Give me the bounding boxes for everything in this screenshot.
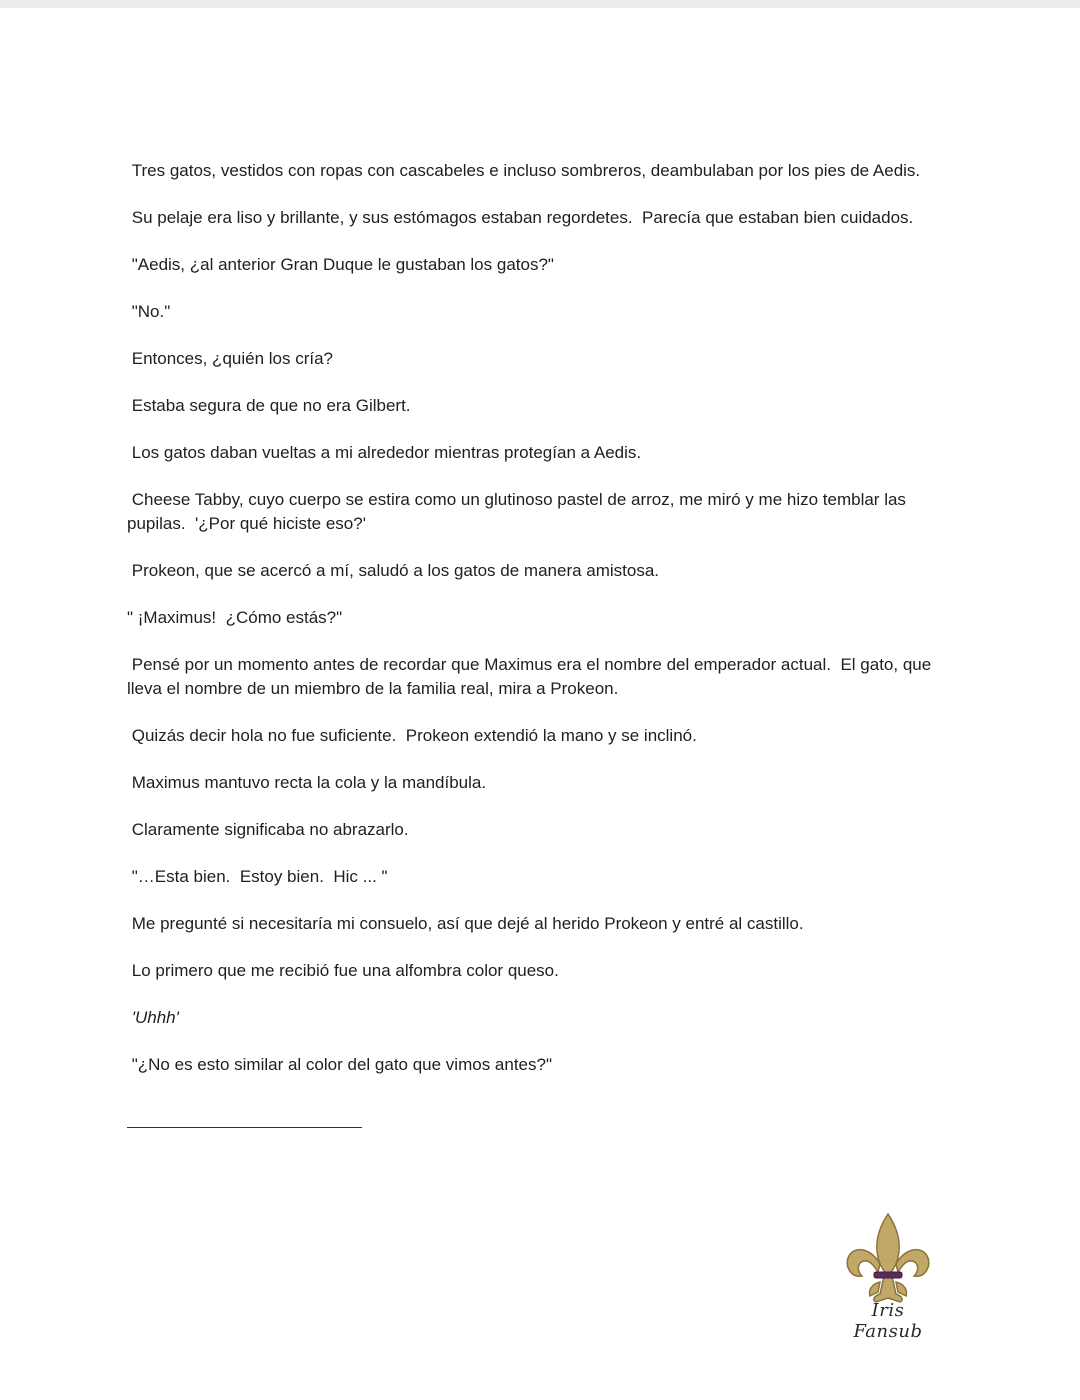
paragraph: Cheese Tabby, cuyo cuerpo se estira como un glutinoso pastel de arroz, me miró y me hizo temblar las pupilas. '¿Por qué hiciste eso?'	[127, 490, 911, 533]
paragraph: Tres gatos, vestidos con ropas con cascabeles e incluso sombreros, deambulaban por los pies de Aedis.	[127, 161, 921, 180]
paragraph: "No."	[127, 302, 171, 321]
paragraph: Maximus mantuvo recta la cola y la mandíbula.	[127, 773, 487, 792]
paragraph: "…Esta bien. Estoy bien. Hic ... "	[127, 867, 388, 886]
paragraph: Quizás decir hola no fue suficiente. Prokeon extendió la mano y se inclinó.	[127, 726, 697, 745]
paragraph: 'Uhhh'	[127, 1008, 179, 1027]
paragraph: Estaba segura de que no era Gilbert.	[127, 396, 411, 415]
fleur-de-lis-icon	[844, 1212, 932, 1304]
paragraph: Pensé por un momento antes de recordar que Maximus era el nombre del emperador actual. El gato, que lleva el nombre de un miembro de la familia real, mira a Prokeon.	[127, 655, 936, 698]
paragraph: Claramente significaba no abrazarlo.	[127, 820, 409, 839]
top-bar	[0, 0, 1080, 8]
paragraph: Me pregunté si necesitaría mi consuelo, así que dejé al herido Prokeon y entré al castillo.	[127, 914, 804, 933]
paragraph: Su pelaje era liso y brillante, y sus estómagos estaban regordetes. Parecía que estaban bien cuidados.	[127, 208, 914, 227]
document-body	[127, 159, 957, 1100]
paragraph: " ¡Maximus! ¿Cómo estás?"	[127, 608, 343, 627]
paragraph: Entonces, ¿quién los cría?	[127, 349, 334, 368]
logo-text: Iris Fansub	[853, 1300, 923, 1342]
iris-fansub-logo	[838, 1212, 938, 1342]
paragraph: "Aedis, ¿al anterior Gran Duque le gustaban los gatos?"	[127, 255, 554, 274]
paragraph: Los gatos daban vueltas a mi alrededor mientras protegían a Aedis.	[127, 443, 642, 462]
paragraph: Prokeon, que se acercó a mí, saludó a los gatos de manera amistosa.	[127, 561, 660, 580]
section-divider	[127, 1127, 362, 1128]
paragraph: Lo primero que me recibió fue una alfombra color queso.	[127, 961, 559, 980]
paragraph: "¿No es esto similar al color del gato que vimos antes?"	[127, 1055, 552, 1074]
